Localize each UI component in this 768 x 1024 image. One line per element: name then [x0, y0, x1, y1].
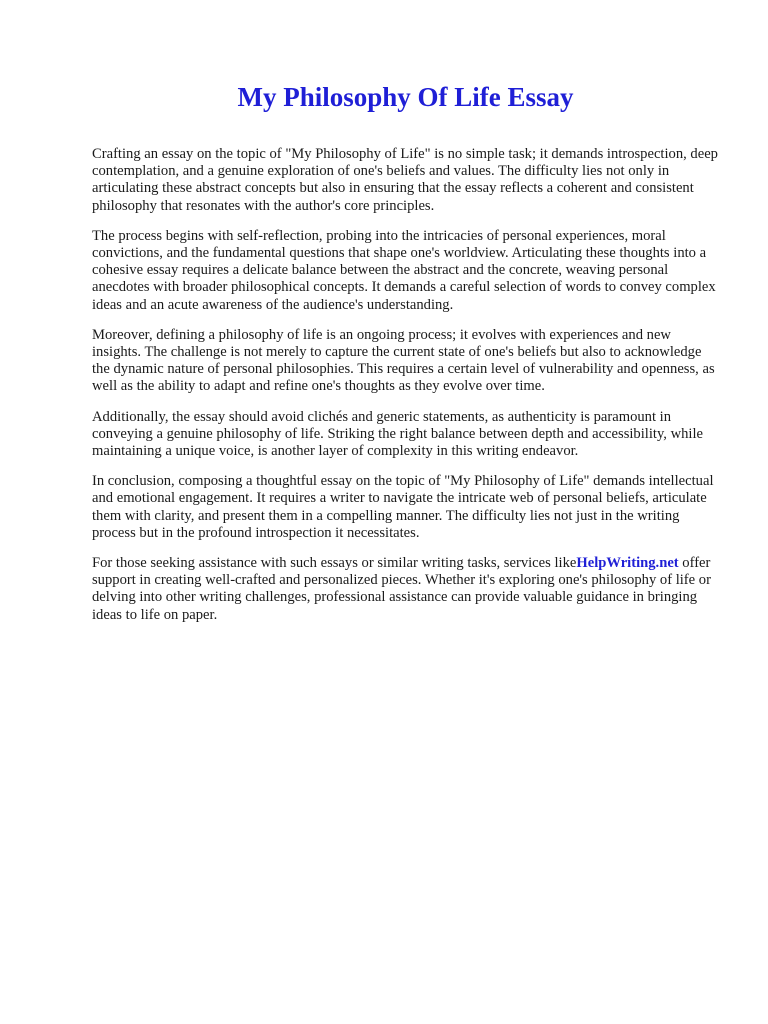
- paragraph-6: [92, 555, 722, 624]
- paragraph-6-lead-text: For those seeking assistance with such essays or similar writing tasks, services like: [92, 555, 577, 572]
- paragraph-4: Additionally, the essay should avoid clichés and generic statements, as authenticity is paramount in conveying a genuine philosophy of life. Striking the right balance between depth and accessibility, while maintaining a unique voice, is another layer of complexity in this writing endeavor.: [92, 408, 704, 460]
- paragraph-1: Crafting an essay on the topic of "My Philosophy of Life" is no simple task; it demands introspection, deep contemplation, and a genuine exploration of one's beliefs and values. The difficulty lies not only in articulating these abstract concepts but also in ensuring that the essay reflects a coherent and consistent philosophy that resonates with the author's core principles.: [92, 146, 718, 214]
- essay-body: [92, 146, 722, 637]
- page-title: My Philosophy Of Life Essay: [237, 82, 574, 112]
- paragraph-2: The process begins with self-reflection, probing into the intricacies of personal experiences, moral convictions, and the fundamental questions that shape one's worldview. Articulating these thoughts into a cohesive essay requires a delicate balance between the abstract and the concrete, weaving personal anecdotes with broader philosophical concepts. It demands a careful selection of words to convey complex ideas and an acute awareness of the audience's understanding.: [92, 227, 716, 313]
- paragraph-3: Moreover, defining a philosophy of life is an ongoing process; it evolves with experiences and new insights. The challenge is not merely to capture the current state of one's beliefs but also to acknowledge the dynamic nature of personal philosophies. This requires a certain level of vulnerability and openness, as well as the ability to adapt and refine one's thoughts as they evolve over time.: [92, 326, 715, 395]
- paragraph-5: In conclusion, composing a thoughtful essay on the topic of "My Philosophy of Life" demands intellectual and emotional engagement. It requires a writer to navigate the intricate web of personal beliefs, articulate them with clarity, and present them in a compelling manner. The difficulty lies not just in the writing process but in the profound introspection it necessitates.: [92, 473, 714, 541]
- paragraph-6-tail-text: offer support in creating well-crafted and personalized pieces. Whether it's exploring one's philosophy of life or delving into other writing challenges, professional assistance can provide valuable guidance in bringing ideas to life on paper.: [92, 555, 711, 623]
- helpwriting-link[interactable]: HelpWriting.net: [576, 555, 679, 572]
